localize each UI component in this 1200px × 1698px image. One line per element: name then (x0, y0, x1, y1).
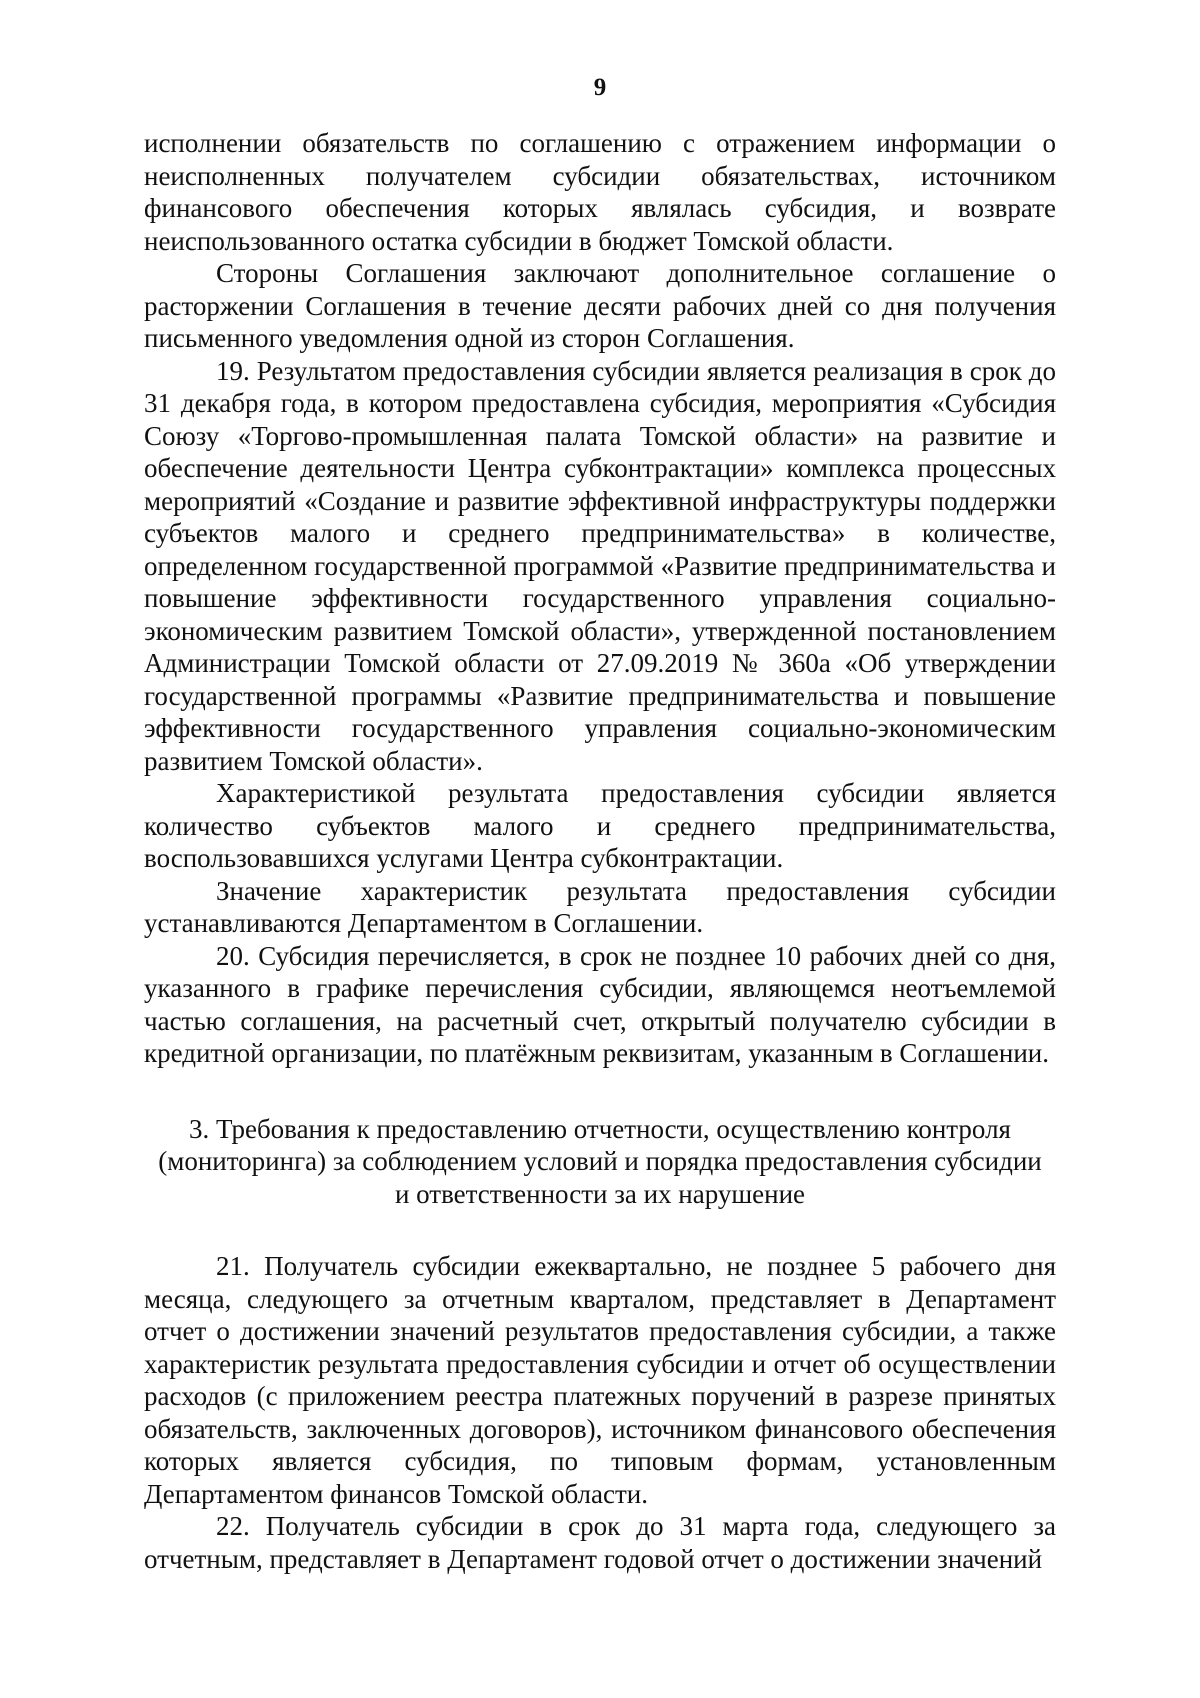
page-number: 9 (593, 74, 607, 101)
paragraph-result-characteristic: Характеристикой результата предоставления субсидии является количество субъектов малого и среднего предпринимательства, воспользовавшихся услугами Центра субконтрактации. (144, 778, 1056, 873)
paragraph-item-22: 22. Получатель субсидии в срок до 31 марта года, следующего за отчетным, представляет в Департамент годовой отчет о достижении значений (144, 1511, 1056, 1574)
section-heading: 3. Требования к предоставлению отчетности, осуществлению контроля (мониторинга) за соблюдением условий и порядка предоставления субсидии и ответственности за их нарушение (158, 1113, 1042, 1209)
paragraph-characteristic-values: Значение характеристик результата предоставления субсидии устанавливаются Департаментом в Соглашении. (144, 875, 1056, 938)
paragraph-item-20: 20. Субсидия перечисляется, в срок не позднее 10 рабочих дней со дня, указанного в графике перечисления субсидии, являющемся неотъемлемой частью соглашения, на расчетный счет, открытый получателю субсидии в кредитной организации, по платёжным реквизитам, указанным в Соглашении. (144, 940, 1056, 1068)
document-page (144, 0, 1056, 1698)
paragraph-item-19: 19. Результатом предоставления субсидии является реализация в срок до 31 декабря года, в котором предоставлена субсидия, мероприятия «Субсидия Союзу «Торгово-промышленная палата Томской области» на развитие и обеспечение деятельности Центра субконтрактации» комплекса процессных мероприятий «Создание и развитие эффективной инфраструктуры поддержки субъектов малого и среднего предпринимательства» в количестве, определенном государственной программой «Развитие предпринимательства и повышение эффективности государственного управления социально-экономическим развитием Томской области», утвержденной постановлением Администрации Томской области от 27.09.2019 № 360а «Об утверждении государственной программы «Развитие предпринимательства и повышение эффективности государственного управления социально-экономическим развитием Томской области». (144, 355, 1056, 776)
paragraph-continuation: исполнении обязательств по соглашению с отражением информации о неисполненных получателем субсидии обязательствах, источником финансового обеспечения которых являлась субсидия, и возврате неиспользованного остатка субсидии в бюджет Томской области. (144, 128, 1056, 256)
paragraph-parties-termination: Стороны Соглашения заключают дополнительное соглашение о расторжении Соглашения в течение десяти рабочих дней со дня получения письменного уведомления одной из сторон Соглашения. (144, 258, 1056, 353)
paragraph-item-21: 21. Получатель субсидии ежеквартально, не позднее 5 рабочего дня месяца, следующего за отчетным кварталом, представляет в Департамент отчет о достижении значений результатов предоставления субсидии, а также характеристик результата предоставления субсидии и отчет об осуществлении расходов (с приложением реестра платежных поручений в разрезе принятых обязательств, заключенных договоров), источником финансового обеспечения которых является субсидия, по типовым формам, установленным Департаментом финансов Томской области. (144, 1251, 1056, 1509)
document-body (144, 127, 1056, 1575)
